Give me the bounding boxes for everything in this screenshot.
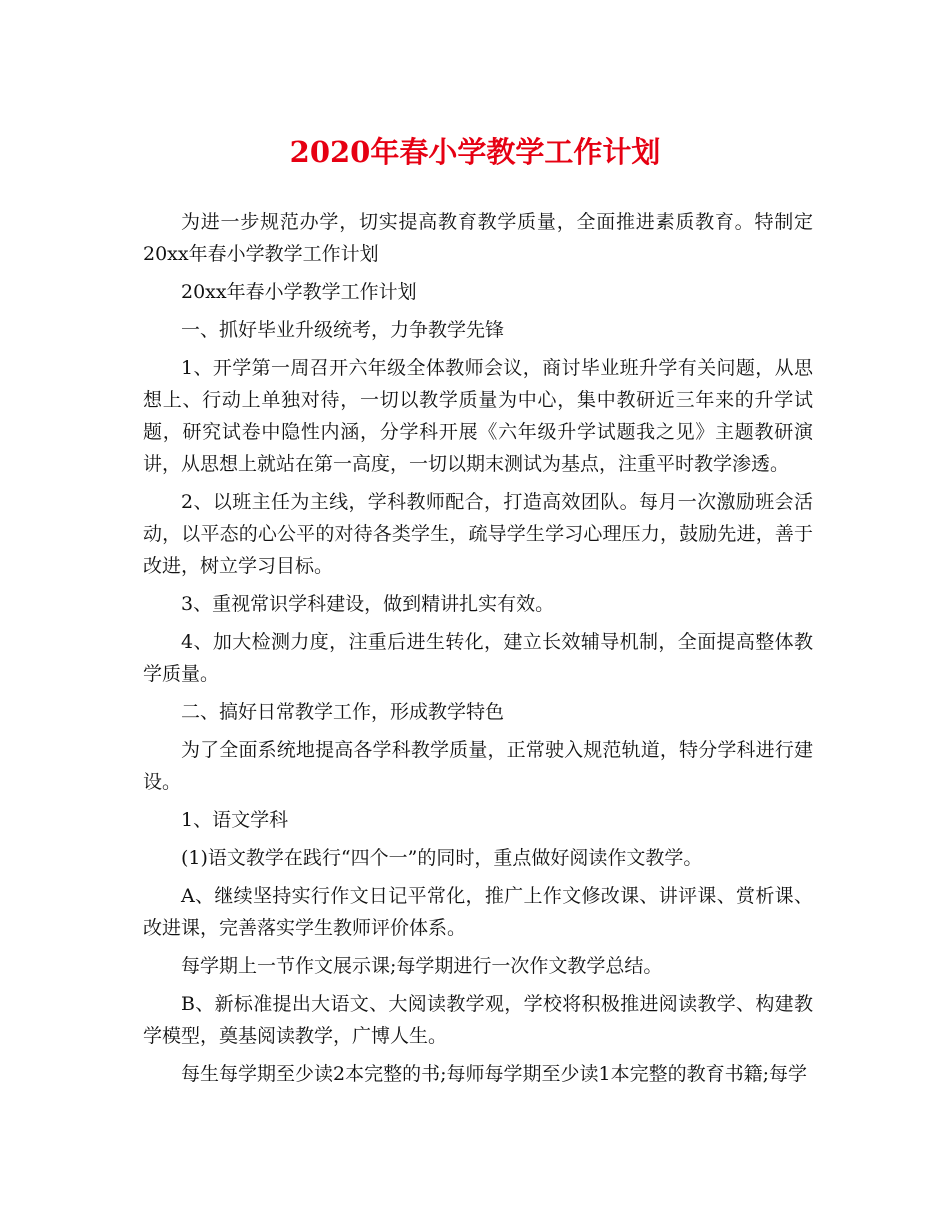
paragraph-item-2: 2、以班主任为主线，学科教师配合，打造高效团队。每月一次激励班会活动，以平态的心公平的对待各类学生，疏导学生学习心理压力，鼓励先进，善于改进，树立学习目标。: [143, 491, 813, 577]
paragraph-chinese-a-detail: 每学期上一节作文展示课;每学期进行一次作文教学总结。: [181, 955, 663, 977]
paragraph-intro: 为进一步规范办学，切实提高教育教学质量，全面推进素质教育。特制定20xx年春小学教学工作计划: [143, 211, 813, 265]
subsection-heading-chinese: 1、语文学科: [181, 809, 289, 831]
paragraph-chinese-b: B、新标准提出大语文、大阅读教学观，学校将积极推进阅读教学、构建教学模型，奠基阅读教学，广博人生。: [143, 993, 813, 1047]
paragraph-item-1: 1、开学第一周召开六年级全体教师会议，商讨毕业班升学有关问题，从思想上、行动上单独对待，一切以教学质量为中心，集中教研近三年来的升学试题，研究试卷中隐性内涵，分学科开展《六年级升学试题我之见》主题教研演讲，从思想上就站在第一高度，一切以期末测试为基点，注重平时教学渗透。: [143, 357, 813, 475]
document-title: 2020年春小学教学工作计划: [289, 135, 661, 169]
paragraph-item-4: 4、加大检测力度，注重后进生转化，建立长效辅导机制，全面提高整体教学质量。: [143, 631, 813, 685]
document-body: [143, 206, 813, 1096]
paragraph-chinese-b-detail: 每生每学期至少读2本完整的书;每师每学期至少读1本完整的教育书籍;每学: [181, 1063, 807, 1085]
section-heading-1: 一、抓好毕业升级统考，力争教学先锋: [181, 319, 505, 341]
paragraph-item-3: 3、重视常识学科建设，做到精讲扎实有效。: [181, 593, 555, 615]
paragraph-subtitle: 20xx年春小学教学工作计划: [181, 281, 417, 303]
paragraph-chinese-1: (1)语文教学在践行“四个一”的同时，重点做好阅读作文教学。: [181, 847, 703, 869]
section-heading-2: 二、搞好日常教学工作，形成教学特色: [181, 701, 505, 723]
paragraph-chinese-a: A、继续坚持实行作文日记平常化，推广上作文修改课、讲评课、赏析课、改进课，完善落实学生教师评价体系。: [143, 885, 813, 939]
paragraph-section2-intro: 为了全面系统地提高各学科教学质量，正常驶入规范轨道，特分学科进行建设。: [143, 739, 813, 793]
